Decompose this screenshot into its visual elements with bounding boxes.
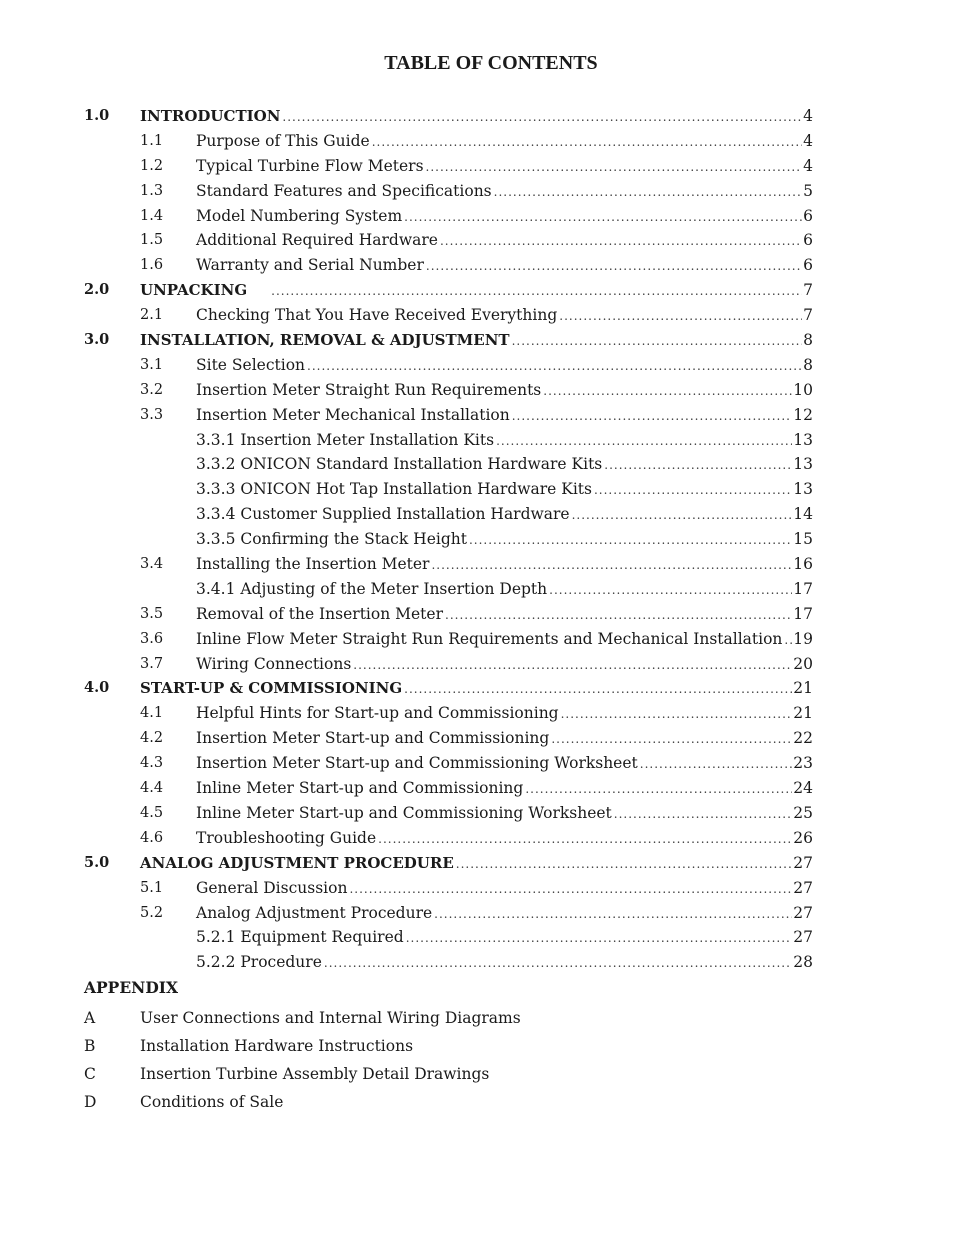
toc-number: 1.1 bbox=[140, 132, 164, 149]
toc-page: 21 bbox=[793, 704, 813, 723]
toc-page: 24 bbox=[793, 779, 813, 798]
toc-page: 13 bbox=[793, 455, 813, 474]
toc-row[interactable] bbox=[84, 378, 813, 403]
toc-row[interactable] bbox=[84, 701, 813, 726]
toc-row[interactable] bbox=[84, 676, 813, 701]
toc-number: 3.3 bbox=[140, 406, 164, 423]
toc-title: INSTALLATION, REMOVAL & ADJUSTMENT bbox=[140, 328, 512, 353]
appendix-heading: APPENDIX bbox=[84, 978, 179, 997]
toc-row[interactable] bbox=[84, 452, 813, 477]
toc-number: 4.2 bbox=[140, 730, 164, 747]
toc-row[interactable] bbox=[84, 652, 813, 677]
toc-title: 5.2.2 Procedure bbox=[196, 950, 324, 975]
toc-page: 25 bbox=[793, 803, 813, 822]
toc-row[interactable] bbox=[84, 104, 813, 129]
appendix-title: Installation Hardware Instructions bbox=[140, 1037, 414, 1055]
toc-page: 6 bbox=[803, 256, 813, 275]
toc-title: Additional Required Hardware bbox=[196, 228, 440, 253]
page-title: TABLE OF CONTENTS bbox=[384, 52, 598, 74]
toc-title: 3.4.1 Adjusting of the Meter Insertion Depth bbox=[196, 577, 549, 602]
dot-leader bbox=[496, 429, 792, 454]
toc-row[interactable] bbox=[84, 477, 813, 502]
toc-title: Warranty and Serial Number bbox=[196, 253, 426, 278]
dot-leader bbox=[559, 304, 802, 329]
toc-title: General Discussion bbox=[196, 876, 349, 901]
toc-row[interactable] bbox=[84, 851, 813, 876]
dot-leader bbox=[512, 329, 803, 354]
toc-row[interactable] bbox=[84, 627, 813, 652]
dot-leader bbox=[349, 877, 792, 902]
dot-leader bbox=[561, 702, 793, 727]
toc-page: 12 bbox=[793, 405, 813, 424]
toc-title: START-UP & COMMISSIONING bbox=[140, 676, 404, 701]
toc-row[interactable] bbox=[84, 776, 813, 801]
toc-title: Site Selection bbox=[196, 353, 307, 378]
appendix-letter: A bbox=[84, 1009, 96, 1027]
dot-leader bbox=[456, 852, 793, 877]
toc-title: 3.3.4 Customer Supplied Installation Hardware bbox=[196, 502, 572, 527]
toc-title: Model Numbering System bbox=[196, 204, 404, 229]
toc-page: 4 bbox=[803, 156, 813, 175]
toc-title: Wiring Connections bbox=[196, 652, 353, 677]
toc-page: 14 bbox=[793, 505, 813, 524]
toc-row[interactable] bbox=[84, 577, 813, 602]
dot-leader bbox=[307, 354, 802, 379]
toc-row[interactable] bbox=[84, 552, 813, 577]
dot-leader bbox=[378, 827, 792, 852]
toc-title: 3.3.5 Confirming the Stack Height bbox=[196, 527, 469, 552]
appendix-title: Insertion Turbine Assembly Detail Drawings bbox=[140, 1065, 490, 1083]
toc-page: 27 bbox=[793, 853, 813, 872]
toc-number: 1.5 bbox=[140, 232, 164, 249]
toc-title: Removal of the Insertion Meter bbox=[196, 602, 445, 627]
toc-number: 5.2 bbox=[140, 904, 164, 921]
dot-leader bbox=[640, 752, 793, 777]
dot-leader bbox=[469, 528, 792, 553]
toc-number: 4.0 bbox=[84, 679, 110, 697]
toc-number: 2.1 bbox=[140, 307, 164, 324]
toc-row[interactable] bbox=[84, 826, 813, 851]
toc-row[interactable] bbox=[84, 228, 813, 253]
dot-leader bbox=[784, 628, 792, 653]
toc-page: 13 bbox=[793, 430, 813, 449]
toc-page: 6 bbox=[803, 206, 813, 225]
toc-page: 28 bbox=[793, 953, 813, 972]
toc-title: ANALOG ADJUSTMENT PROCEDURE bbox=[140, 851, 456, 876]
toc-page: 17 bbox=[793, 604, 813, 623]
toc-title: Insertion Meter Start-up and Commissioning bbox=[196, 726, 551, 751]
toc-row[interactable] bbox=[84, 950, 813, 975]
dot-leader bbox=[404, 677, 792, 702]
toc-number: 3.7 bbox=[140, 655, 164, 672]
toc-row[interactable] bbox=[84, 129, 813, 154]
table-of-contents bbox=[84, 104, 813, 975]
dot-leader bbox=[512, 404, 793, 429]
toc-title: Insertion Meter Straight Run Requirements bbox=[196, 378, 543, 403]
toc-row[interactable] bbox=[84, 751, 813, 776]
toc-title: Installing the Insertion Meter bbox=[196, 552, 431, 577]
toc-row[interactable] bbox=[84, 428, 813, 453]
toc-row[interactable] bbox=[84, 925, 813, 950]
toc-row[interactable] bbox=[84, 328, 813, 353]
toc-row[interactable] bbox=[84, 278, 813, 303]
toc-row[interactable] bbox=[84, 527, 813, 552]
toc-title: 3.3.2 ONICON Standard Installation Hardware Kits bbox=[196, 452, 604, 477]
toc-number: 2.0 bbox=[84, 281, 110, 299]
toc-page: 27 bbox=[793, 878, 813, 897]
toc-page: 23 bbox=[793, 754, 813, 773]
toc-page: 4 bbox=[803, 107, 813, 125]
toc-title: Purpose of This Guide bbox=[196, 129, 372, 154]
dot-leader bbox=[406, 926, 793, 951]
dot-leader bbox=[372, 130, 802, 155]
toc-row[interactable] bbox=[84, 253, 813, 278]
dot-leader bbox=[440, 229, 802, 254]
dot-leader bbox=[271, 279, 802, 304]
dot-leader bbox=[431, 553, 792, 578]
toc-title: Insertion Meter Mechanical Installation bbox=[196, 403, 512, 428]
dot-leader bbox=[494, 180, 802, 205]
toc-title: 3.3.1 Insertion Meter Installation Kits bbox=[196, 428, 496, 453]
dot-leader bbox=[426, 254, 802, 279]
dot-leader bbox=[551, 727, 792, 752]
dot-leader bbox=[572, 503, 793, 528]
toc-number: 4.6 bbox=[140, 829, 164, 846]
toc-page: 15 bbox=[793, 530, 813, 549]
toc-page: 6 bbox=[803, 231, 813, 250]
toc-title: Analog Adjustment Procedure bbox=[196, 901, 434, 926]
appendix-title: User Connections and Internal Wiring Diagrams bbox=[140, 1009, 521, 1027]
toc-page: 19 bbox=[793, 629, 813, 648]
toc-number: 3.0 bbox=[84, 331, 110, 349]
toc-page: 5 bbox=[803, 181, 813, 200]
toc-title: Troubleshooting Guide bbox=[196, 826, 378, 851]
toc-row[interactable] bbox=[84, 204, 813, 229]
toc-page: 13 bbox=[793, 480, 813, 499]
toc-page: 7 bbox=[803, 281, 813, 300]
appendix-letter: D bbox=[84, 1093, 97, 1111]
toc-number: 1.2 bbox=[140, 157, 164, 174]
toc-number: 3.2 bbox=[140, 381, 164, 398]
dot-leader bbox=[282, 105, 802, 130]
toc-title: Inline Meter Start-up and Commissioning Worksheet bbox=[196, 801, 614, 826]
toc-number: 1.6 bbox=[140, 257, 164, 274]
toc-title: UNPACKING bbox=[140, 278, 271, 303]
toc-title: Checking That You Have Received Everything bbox=[196, 303, 559, 328]
toc-page: 22 bbox=[793, 729, 813, 748]
toc-page: 8 bbox=[803, 331, 813, 350]
toc-row[interactable] bbox=[84, 303, 813, 328]
toc-page: 17 bbox=[793, 579, 813, 598]
toc-number: 3.5 bbox=[140, 605, 164, 622]
appendix-title: Conditions of Sale bbox=[140, 1093, 284, 1111]
dot-leader bbox=[445, 603, 792, 628]
toc-page: 10 bbox=[793, 380, 813, 399]
toc-row[interactable] bbox=[84, 726, 813, 751]
toc-number: 5.0 bbox=[84, 853, 110, 871]
toc-page: 4 bbox=[803, 131, 813, 150]
toc-title: INTRODUCTION bbox=[140, 104, 282, 129]
toc-row[interactable] bbox=[84, 901, 813, 926]
dot-leader bbox=[324, 951, 792, 976]
toc-page: 27 bbox=[793, 928, 813, 947]
toc-page: 16 bbox=[793, 555, 813, 574]
dot-leader bbox=[594, 478, 792, 503]
toc-title: Inline Meter Start-up and Commissioning bbox=[196, 776, 525, 801]
toc-page: 26 bbox=[793, 828, 813, 847]
toc-number: 1.0 bbox=[84, 107, 110, 124]
toc-page: 7 bbox=[803, 306, 813, 325]
toc-title: 3.3.3 ONICON Hot Tap Installation Hardware Kits bbox=[196, 477, 594, 502]
dot-leader bbox=[426, 155, 803, 180]
toc-title: Standard Features and Specifications bbox=[196, 179, 494, 204]
toc-row[interactable] bbox=[84, 403, 813, 428]
appendix-letter: B bbox=[84, 1037, 96, 1055]
toc-row[interactable] bbox=[84, 602, 813, 627]
dot-leader bbox=[525, 777, 792, 802]
toc-row[interactable] bbox=[84, 876, 813, 901]
dot-leader bbox=[353, 653, 792, 678]
dot-leader bbox=[543, 379, 792, 404]
toc-number: 3.4 bbox=[140, 556, 164, 573]
toc-row[interactable] bbox=[84, 179, 813, 204]
toc-row[interactable] bbox=[84, 353, 813, 378]
toc-number: 3.6 bbox=[140, 630, 164, 647]
dot-leader bbox=[404, 205, 802, 230]
toc-page: 20 bbox=[793, 654, 813, 673]
toc-row[interactable] bbox=[84, 154, 813, 179]
toc-number: 4.4 bbox=[140, 780, 164, 797]
toc-number: 3.1 bbox=[140, 356, 164, 373]
toc-number: 1.3 bbox=[140, 182, 164, 199]
toc-page: 21 bbox=[793, 679, 813, 698]
toc-title: Inline Flow Meter Straight Run Requirements and Mechanical Installation bbox=[196, 627, 784, 652]
dot-leader bbox=[604, 453, 792, 478]
toc-title: Helpful Hints for Start-up and Commissioning bbox=[196, 701, 561, 726]
toc-row[interactable] bbox=[84, 502, 813, 527]
toc-page: 27 bbox=[793, 903, 813, 922]
toc-page: 8 bbox=[803, 355, 813, 374]
appendix-letter: C bbox=[84, 1065, 96, 1083]
toc-number: 5.1 bbox=[140, 879, 164, 896]
toc-title: 5.2.1 Equipment Required bbox=[196, 925, 406, 950]
toc-number: 4.1 bbox=[140, 705, 164, 722]
toc-title: Typical Turbine Flow Meters bbox=[196, 154, 426, 179]
toc-number: 1.4 bbox=[140, 207, 164, 224]
toc-row[interactable] bbox=[84, 801, 813, 826]
dot-leader bbox=[614, 802, 792, 827]
toc-number: 4.3 bbox=[140, 755, 164, 772]
dot-leader bbox=[549, 578, 792, 603]
toc-number: 4.5 bbox=[140, 804, 164, 821]
dot-leader bbox=[434, 902, 792, 927]
toc-title: Insertion Meter Start-up and Commissioning Worksheet bbox=[196, 751, 640, 776]
